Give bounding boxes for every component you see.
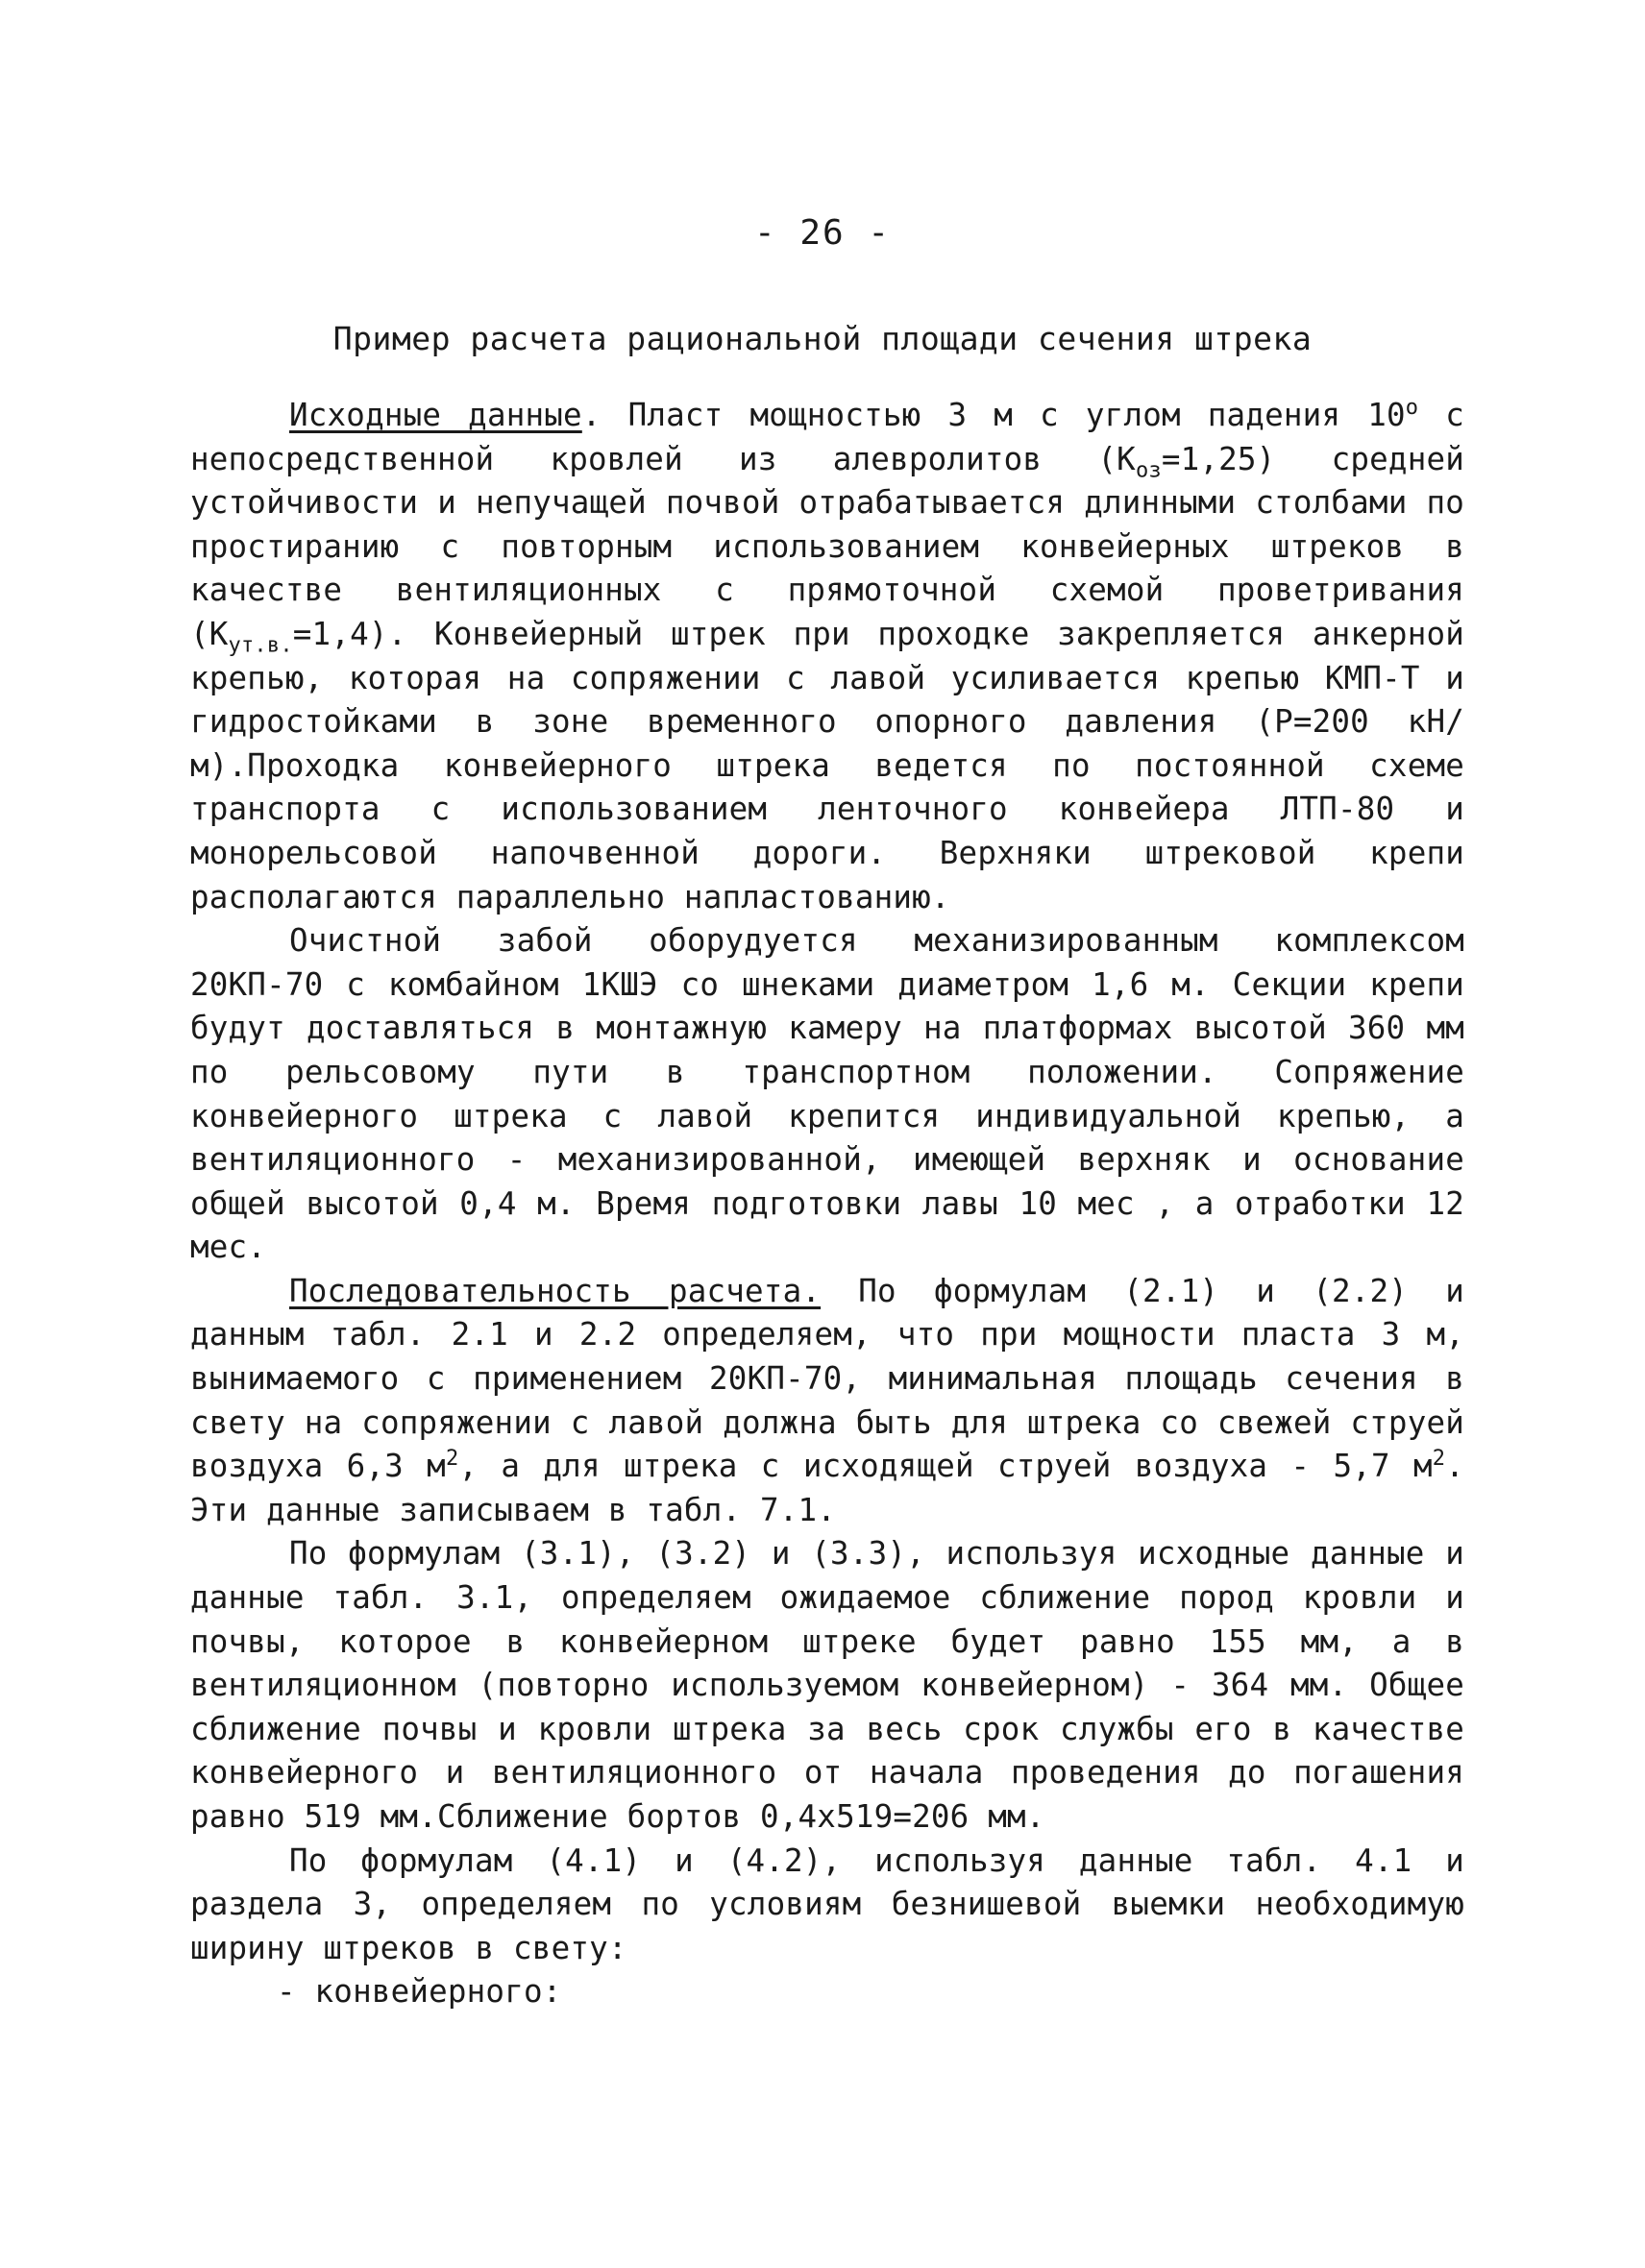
paragraph-width: По формулам (4.1) и (4.2), используя данные табл. 4.1 и раздела 3, определяем по условиям безнишевой выемки необходимую ширину штреков в свету: [190,1841,1464,1966]
text-fragment: =1,25) средней устойчивости и непучащей почвой отрабатывается длинными столбами по простиранию с повторным использованием конвейерных штреков в качестве вентиляционных с прямоточной схемой проветривания (К [190,440,1464,652]
paragraph-calculation-sequence [190,1270,1464,1533]
text-fragment: . Пласт мощностью 3 м с углом падения 10 [581,397,1406,433]
superscript: 2 [1432,1447,1446,1472]
degree-sign: о [1405,396,1419,421]
text-fragment: По формулам (2.1) и (2.2) и данным табл. 2.1 и 2.2 определяем, что при мощности пласта 3 м, вынимаемого с применением 20КП-70, минимальная площадь сечения в свету на сопряжении с лавой должна быть для штрека со свежей струей воздуха 6,3 м [190,1272,1464,1485]
paragraph-convergence: По формулам (3.1), (3.2) и (3.3), используя исходные данные и данные табл. 3.1, определяем ожидаемое сближение пород кровли и почвы, которое в конвейерном штреке будет равно 155 мм, а в вентиляционном (повторно используемом конвейерном) - 364 мм. Общее сближение почвы и кровли штрека за весь срок службы его в качестве конвейерного и вентиляционного от начала проведения до погашения равно 519 мм.Сближение бортов 0,4х519=206 мм. [190,1535,1464,1835]
body-text [190,394,1464,2014]
paragraph-face-equipment: Очистной забой оборудуется механизированным комплексом 20КП-70 с комбайном 1КШЭ со шнеками диаметром 1,6 м. Секции крепи будут доставляться в монтажную камеру на платформах высотой 360 мм по рельсовому пути в транспортном положении. Сопряжение конвейерного штрека с лавой крепится индивидуальной крепью, а вентиляционного - механизированной, имеющей верхняк и основание общей высотой 0,4 м. Время подготовки лавы 10 мес , а отработки 12 мес. [190,922,1464,1266]
text-fragment: . Эти данные записываем в табл. 7.1. [190,1448,1464,1528]
text-fragment: =1,4). Конвейерный штрек при проходке закрепляется анкерной крепью, которая на сопряжении с лавой усиливается крепью КМП-Т и гидростойками в зоне временного опорного давления (Р=200 кН/м).Проходка конвейерного штрека ведется по постоянной схеме транспорта с использованием ленточного конвейера ЛТП-80 и монорельсовой напочвенной дороги. Верхняки штрековой крепи располагаются параллельно напластованию. [190,615,1464,915]
subscript: ут.в. [228,633,293,658]
paragraph-initial-data [190,394,1464,919]
text-fragment: , а для штрека с исходящей струей воздуха - 5,7 м [458,1448,1433,1485]
list-item-conveyor: - конвейерного: [277,1973,562,2011]
subscript: оз [1135,458,1162,483]
superscript: 2 [445,1447,459,1472]
initial-data-heading: Исходные данные [289,397,582,433]
page-number: - 26 - [753,213,892,253]
section-title: Пример расчета рациональной площади сечения штрека [332,320,1313,357]
text-fragment: с непосредственной кровлей из алевролитов (К [190,397,1465,477]
calculation-sequence-heading: Последовательность расчета. [289,1272,822,1309]
